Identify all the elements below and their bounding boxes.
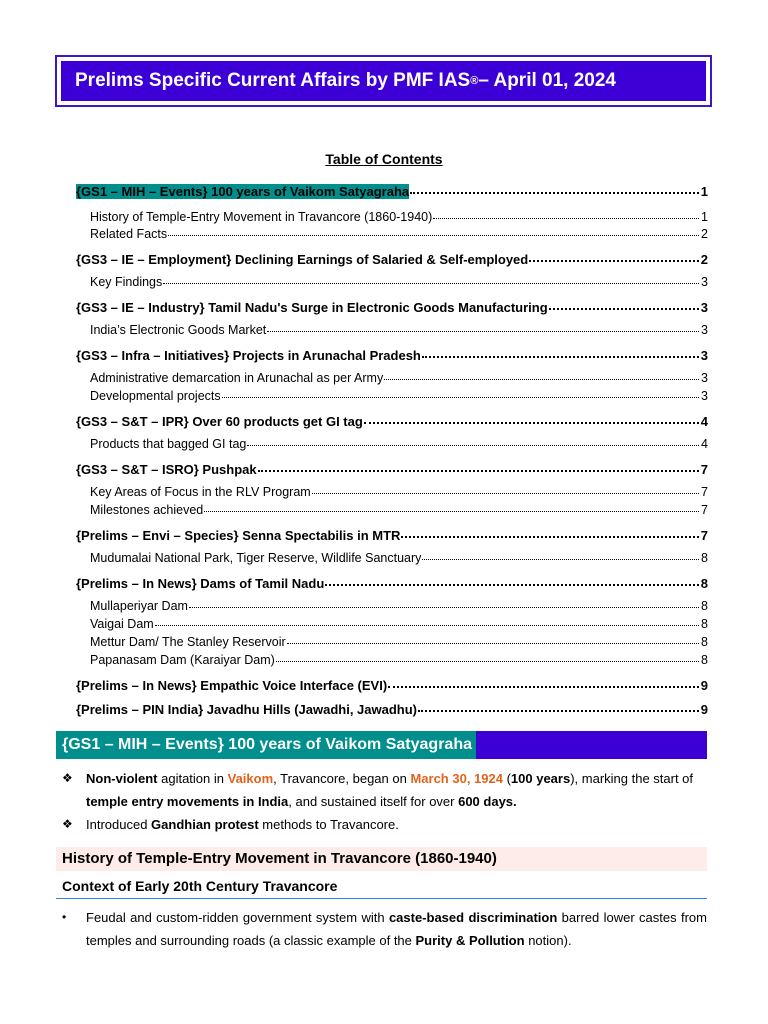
toc-entry-main[interactable] — [76, 300, 708, 315]
diamond-bullet-icon: ❖ — [62, 817, 73, 831]
toc-leader-dots — [258, 460, 699, 472]
toc-entry-sub[interactable] — [76, 389, 708, 403]
toc-page-number: 3 — [701, 275, 708, 289]
toc-leader-dots — [267, 321, 699, 332]
toc-entry-sub[interactable] — [76, 635, 708, 649]
toc-entry-sub[interactable] — [76, 653, 708, 667]
toc-entry-label: {Prelims – PIN India} Javadhu Hills (Jawadhi, Jawadhu) — [76, 702, 417, 717]
diamond-bullet-icon: ❖ — [62, 771, 73, 785]
toc-leader-dots — [222, 387, 699, 398]
text: Feudal and custom-ridden government system with — [86, 910, 389, 925]
toc-leader-dots — [529, 250, 699, 262]
toc-entry-label: {GS3 – IE – Employment} Declining Earnings of Salaried & Self-employed — [76, 252, 529, 267]
toc-entry-sub[interactable] — [76, 210, 708, 224]
toc-page-number: 3 — [700, 300, 708, 315]
toc-page-number: 3 — [701, 323, 708, 337]
toc-page-number: 9 — [700, 678, 708, 693]
toc-page-number: 8 — [701, 617, 708, 631]
toc-entry-sub[interactable] — [76, 371, 708, 385]
bullet-item — [62, 767, 707, 813]
toc-entry-label: Key Findings — [90, 275, 163, 289]
banner-title-main: Prelims Specific Current Affairs by PMF IAS — [75, 70, 471, 91]
toc-leader-dots — [168, 225, 699, 236]
toc-entry-main[interactable] — [76, 414, 708, 429]
toc-entry-sub[interactable] — [76, 485, 708, 499]
toc-page-number: 2 — [701, 227, 708, 241]
toc-entry-sub[interactable] — [76, 227, 708, 241]
toc-leader-dots — [384, 369, 699, 380]
bold-text: temple entry movements in India — [86, 794, 289, 809]
highlight-text: March 30, 1924 — [410, 771, 503, 786]
toc-page-number: 4 — [700, 414, 708, 429]
subsection-heading: History of Temple-Entry Movement in Travancore (1860-1940) — [56, 847, 707, 871]
toc-leader-dots — [325, 574, 699, 586]
bold-text: 100 years — [510, 771, 571, 786]
toc-entry-label: India’s Electronic Goods Market — [90, 323, 267, 337]
toc-leader-dots — [418, 700, 699, 712]
title-banner: Prelims Specific Current Affairs by PMF IAS ® – April 01, 2024 — [61, 61, 706, 101]
toc-entry-label: Administrative demarcation in Arunachal as per Army — [90, 371, 384, 385]
bold-text: Purity & Pollution — [415, 933, 525, 948]
bold-text: 600 days. — [458, 794, 517, 809]
toc-entry-label: Mullaperiyar Dam — [90, 599, 188, 613]
highlight-text: Vaikom — [227, 771, 274, 786]
text: notion). — [524, 933, 572, 948]
text: agitation in — [157, 771, 228, 786]
toc-page-number: 3 — [700, 348, 708, 363]
text: , and sustained itself for over — [288, 794, 459, 809]
toc-leader-dots — [422, 346, 699, 358]
toc-leader-dots — [163, 273, 699, 284]
toc-entry-sub[interactable] — [76, 503, 708, 517]
toc-page-number: 8 — [701, 599, 708, 613]
section-heading-bar — [56, 731, 707, 759]
title-banner-frame — [55, 55, 712, 107]
toc-entry-label: Developmental projects — [90, 389, 221, 403]
toc-entry-sub[interactable] — [76, 275, 708, 289]
toc-entry-label: {Prelims – Envi – Species} Senna Spectabilis in MTR — [76, 528, 401, 543]
text: ( — [502, 771, 511, 786]
text: , Travancore, began on — [273, 771, 411, 786]
bold-text: Gandhian protest — [151, 817, 259, 832]
toc-entry-label: History of Temple-Entry Movement in Travancore (1860-1940) — [90, 210, 433, 224]
toc-page-number: 7 — [700, 462, 708, 477]
toc-entry-label: Mudumalai National Park, Tiger Reserve, Wildlife Sanctuary — [90, 551, 422, 565]
toc-entry-sub[interactable] — [76, 437, 708, 451]
toc-entry-main[interactable] — [76, 184, 708, 199]
toc-entry-label: {GS3 – Infra – Initiatives} Projects in Arunachal Pradesh — [76, 348, 421, 363]
toc-leader-dots — [247, 435, 699, 446]
toc-entry-main[interactable] — [76, 252, 708, 267]
toc-leader-dots — [189, 597, 699, 608]
toc-page-number: 1 — [700, 184, 708, 199]
toc-leader-dots — [401, 526, 699, 538]
section-bullets — [62, 767, 707, 836]
toc-entry-main[interactable] — [76, 348, 708, 363]
toc-entry-label: {Prelims – In News} Empathic Voice Interface (EVI) — [76, 678, 388, 693]
toc-page-number: 3 — [701, 371, 708, 385]
toc-leader-dots — [312, 483, 699, 494]
context-heading: Context of Early 20th Century Travancore — [56, 878, 707, 899]
bold-text: Non-violent — [86, 771, 158, 786]
toc-entry-label: Vaigai Dam — [90, 617, 154, 631]
toc-entry-label: {Prelims – In News} Dams of Tamil Nadu — [76, 576, 325, 591]
toc-page-number: 7 — [700, 528, 708, 543]
text: methods to Travancore. — [258, 817, 399, 832]
toc-entry-main[interactable] — [76, 678, 708, 693]
toc-entry-label: {GS3 – S&T – IPR} Over 60 products get GI tag — [76, 414, 363, 429]
toc-heading: Table of Contents — [325, 151, 443, 167]
toc-page-number: 9 — [700, 702, 708, 717]
toc-entry-main[interactable] — [76, 462, 708, 477]
toc-page-number: 7 — [701, 485, 708, 499]
toc-entry-label: Products that bagged GI tag — [90, 437, 247, 451]
toc-entry-sub[interactable] — [76, 617, 708, 631]
section-heading: {GS1 – MIH – Events} 100 years of Vaikom Satyagraha — [56, 731, 476, 759]
toc-entry-label: Related Facts — [90, 227, 168, 241]
toc-page-number: 7 — [701, 503, 708, 517]
toc-leader-dots — [388, 676, 699, 688]
toc-entry-label: Key Areas of Focus in the RLV Program — [90, 485, 311, 499]
toc-entry-sub[interactable] — [76, 599, 708, 613]
toc-leader-dots — [422, 549, 699, 560]
toc-leader-dots — [276, 651, 699, 662]
toc-entry-main[interactable] — [76, 702, 708, 717]
toc-leader-dots — [364, 412, 699, 424]
toc-entry-label: Mettur Dam/ The Stanley Reservoir — [90, 635, 286, 649]
toc-page-number: 2 — [700, 252, 708, 267]
toc-entry-label: {GS1 – MIH – Events} 100 years of Vaikom Satyagraha — [76, 184, 410, 199]
toc-leader-dots — [549, 298, 699, 310]
toc-leader-dots — [287, 633, 699, 644]
toc-page-number: 8 — [701, 635, 708, 649]
toc-page-number: 1 — [701, 210, 708, 224]
toc-leader-dots — [155, 615, 699, 626]
toc-page-number: 8 — [700, 576, 708, 591]
toc-entry-label: {GS3 – IE – Industry} Tamil Nadu's Surge in Electronic Goods Manufacturing — [76, 300, 548, 315]
paragraph-bullet — [62, 906, 707, 952]
toc-entry-sub[interactable] — [76, 551, 708, 565]
toc-entry-label: Papanasam Dam (Karaiyar Dam) — [90, 653, 275, 667]
bullet-item — [62, 813, 707, 836]
toc-leader-dots — [204, 501, 699, 512]
toc-entry-label: Milestones achieved — [90, 503, 204, 517]
toc-page-number: 8 — [701, 551, 708, 565]
toc-entry-main[interactable] — [76, 528, 708, 543]
toc-leader-dots — [410, 182, 699, 194]
bold-text: caste-based discrimination — [388, 910, 558, 925]
text: ), marking the start of — [570, 771, 694, 786]
toc-entry-main[interactable] — [76, 576, 708, 591]
text: barred lower castes from temples and surrounding roads (a classic example of the — [86, 910, 707, 948]
dot-bullet-icon: • — [62, 910, 67, 924]
toc-page-number: 8 — [701, 653, 708, 667]
toc-page-number: 3 — [701, 389, 708, 403]
toc-leader-dots — [433, 208, 699, 219]
toc-entry-sub[interactable] — [76, 323, 708, 337]
text: Introduced — [86, 817, 152, 832]
banner-title-date: – April 01, 2024 — [478, 70, 617, 91]
toc-page-number: 4 — [701, 437, 708, 451]
toc-entry-label: {GS3 – S&T – ISRO} Pushpak — [76, 462, 257, 477]
